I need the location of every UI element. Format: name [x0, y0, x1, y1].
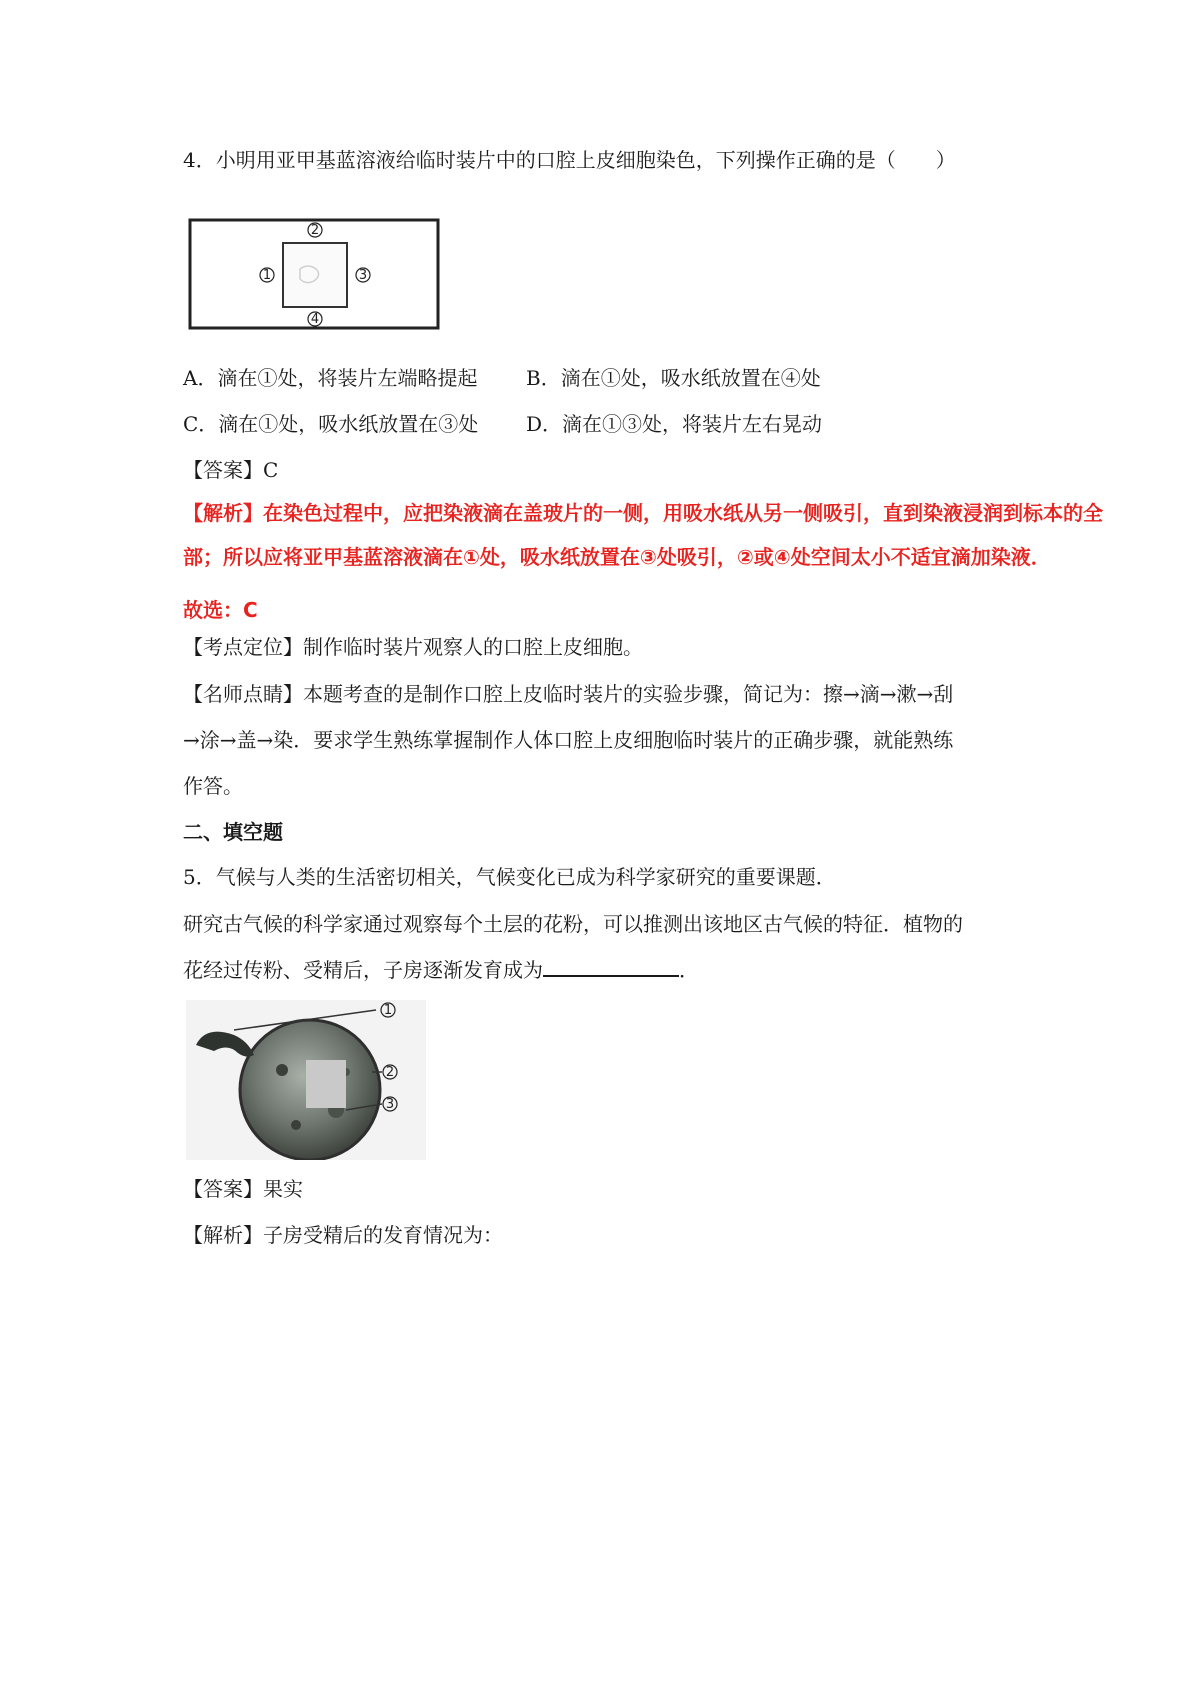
label-1	[260, 268, 274, 283]
slide-diagram	[188, 214, 442, 334]
q5-line3	[183, 955, 699, 984]
q5-line3-text: 花经过传粉、受精后，子房逐渐发育成为	[183, 958, 543, 982]
cover-slip	[283, 243, 347, 307]
q4-teacher-line3: 作答。	[183, 774, 243, 798]
q4-stem: 4．小明用亚甲基蓝溶液给临时装片中的口腔上皮细胞染色，下列操作正确的是（ ）	[183, 148, 956, 172]
q4-choice: 故选：C	[183, 598, 258, 622]
option-b: B．滴在①处，吸水纸放置在④处	[526, 366, 821, 390]
option-c: C．滴在①处，吸水纸放置在③处	[183, 412, 479, 436]
option-d: D．滴在①③处，将装片左右晃动	[526, 412, 823, 436]
svg-text:2: 2	[310, 223, 320, 238]
fruit-diagram	[186, 1000, 426, 1160]
svg-text:1: 1	[383, 1003, 393, 1018]
q5-stem: 5．气候与人类的生活密切相关，气候变化已成为科学家研究的重要课题．	[183, 865, 836, 889]
q5-line2: 研究古气候的科学家通过观察每个土层的花粉，可以推测出该地区古气候的特征．植物的	[183, 912, 963, 936]
svg-text:3: 3	[358, 268, 368, 283]
q4-key-point: 【考点定位】制作临时装片观察人的口腔上皮细胞。	[183, 635, 643, 659]
answer-blank	[543, 955, 679, 977]
svg-text:4: 4	[310, 312, 320, 327]
svg-text:3: 3	[385, 1097, 395, 1112]
seed-patch	[306, 1060, 346, 1108]
label-3	[356, 268, 370, 283]
q5-analysis: 【解析】子房受精后的发育情况为：	[183, 1223, 503, 1247]
q4-teacher-line1: 【名师点睛】本题考查的是制作口腔上皮临时装片的实验步骤，简记为：擦→滴→漱→刮	[183, 682, 954, 706]
label-2	[308, 223, 322, 238]
svg-text:1: 1	[262, 268, 272, 283]
section-title: 二、填空题	[183, 820, 283, 844]
q5-answer: 【答案】果实	[183, 1177, 303, 1201]
label-4	[308, 312, 322, 327]
q5-line3-end: ．	[679, 958, 699, 982]
q4-analysis-line1: 【解析】在染色过程中，应把染液滴在盖玻片的一侧，用吸水纸从另一侧吸引，直到染液浸润到标本的全	[183, 501, 1103, 525]
option-a: A．滴在①处，将装片左端略提起	[183, 366, 478, 390]
svg-text:2: 2	[385, 1065, 395, 1080]
q4-analysis-line2: 部；所以应将亚甲基蓝溶液滴在①处，吸水纸放置在③处吸引，②或④处空间太小不适宜滴加染液．	[183, 545, 1051, 569]
q4-answer: 【答案】C	[183, 458, 279, 482]
q4-teacher-line2: →涂→盖→染．要求学生熟练掌握制作人体口腔上皮细胞临时装片的正确步骤，就能熟练	[183, 728, 954, 752]
